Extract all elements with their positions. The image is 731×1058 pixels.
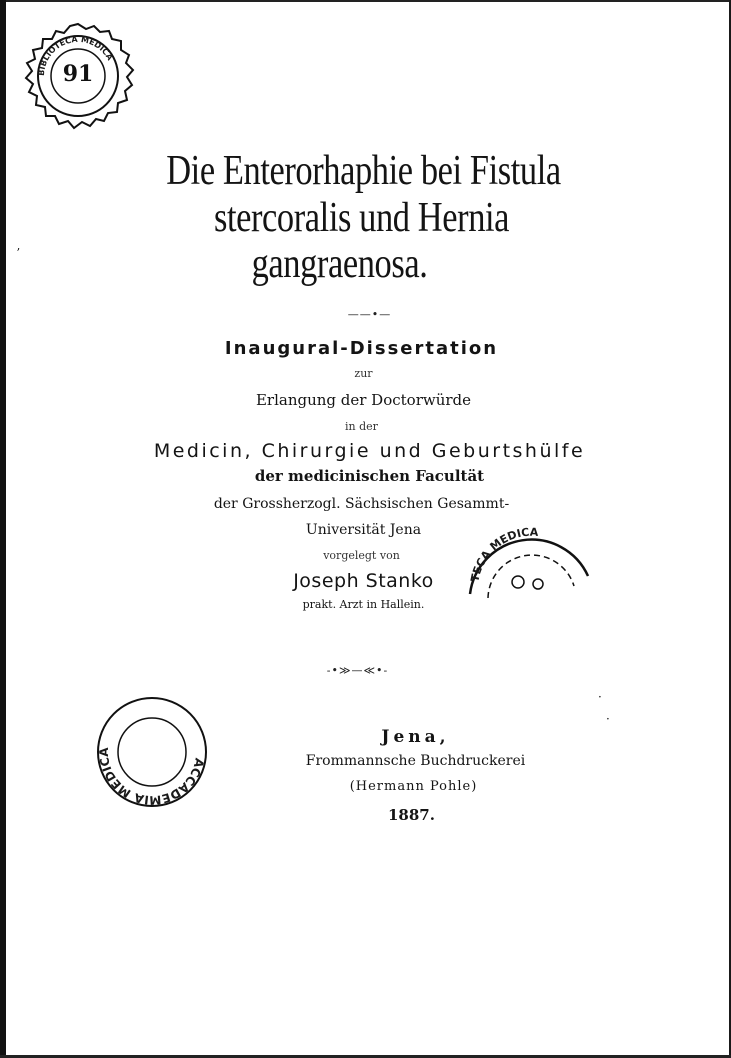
stamp-ring-text: BIBLIOTECA MEDICA	[36, 34, 115, 77]
title-line-1: Die Enterorhaphie bei Fistula	[166, 148, 561, 194]
library-stamp-91	[16, 20, 140, 136]
author-name: Joseph Stanko	[293, 570, 434, 592]
library-stamp-right	[462, 524, 592, 624]
dissertation-heading: Inaugural-Dissertation	[224, 338, 499, 359]
imprint-year: 1887.	[388, 806, 435, 824]
svg-text:TECA MEDICA	[468, 526, 539, 583]
text-universitaet: Universität Jena	[305, 522, 422, 538]
text-facultaet: der medicinischen Facultät	[254, 467, 485, 485]
scan-speck: ·	[598, 690, 602, 704]
stamp-ring-text-academy: ACCADEMIA MEDICA	[96, 747, 207, 808]
stamp-number: 91	[62, 61, 94, 87]
ornament-divider-top: ——•—	[347, 308, 392, 321]
imprint-printer-owner: (Hermann Pohle)	[349, 779, 478, 794]
scan-edge-top	[0, 0, 731, 2]
stamp-ring-text-right: TECA MEDICA	[468, 525, 539, 584]
text-erlangung: Erlangung der Doctorwürde	[255, 391, 472, 409]
author-note: prakt. Arzt in Hallein.	[302, 598, 425, 611]
title-line-2: stercoralis und Hernia	[213, 195, 510, 241]
scan-speck: ·	[606, 712, 610, 726]
text-vorgelegt: vorgelegt von	[323, 549, 400, 562]
ornament-divider-bottom: -•≫—≪•-	[326, 664, 389, 677]
title-line-3: gangraenosa.	[251, 241, 428, 287]
imprint-printer: Frommannsche Buchdruckerei	[305, 753, 526, 769]
text-faculty-fields: Medicin, Chirurgie und Geburtshülfe	[153, 440, 586, 462]
text-zur: zur	[354, 367, 373, 380]
scan-speck: ʼ	[16, 246, 20, 260]
text-grossherzogl: der Grossherzogl. Sächsischen Gesammt-	[213, 496, 510, 512]
text-in-der: in der	[345, 420, 378, 433]
imprint-place: Jena,	[381, 727, 450, 747]
